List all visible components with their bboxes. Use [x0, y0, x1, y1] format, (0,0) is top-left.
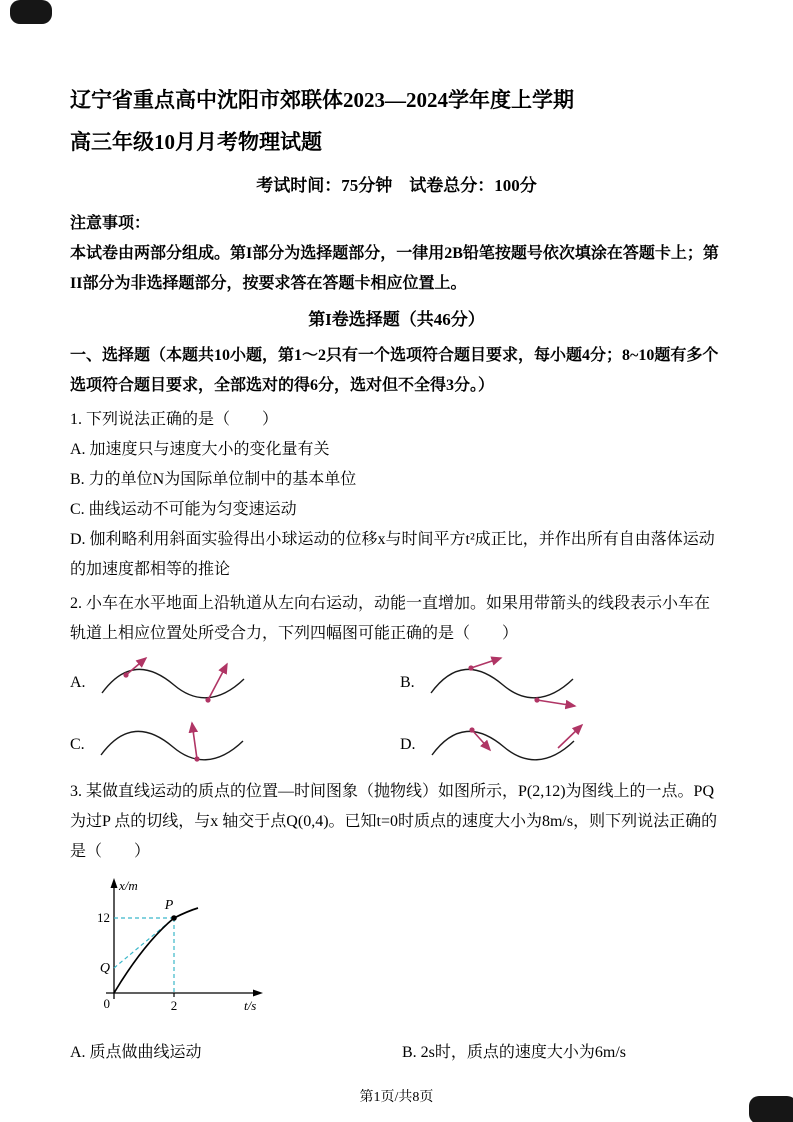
y-tick-12-label: 12: [97, 909, 110, 925]
q3-position-time-graph: [84, 873, 284, 1023]
q2-figure-b-label: B.: [400, 673, 415, 691]
track-curve: [432, 731, 574, 759]
q3-graph: [84, 873, 723, 1028]
q2-figure-c-label: C.: [70, 735, 85, 753]
section-intro: 一、选择题（本题共10小题，第1～2只有一个选项符合题目要求，每小题4分；8~10题有多个选项符合题目要求，全部选对的得6分，选对但不全得3分。）: [70, 346, 719, 394]
exam-info: 考试时间：75分钟 试卷总分：100分: [256, 175, 537, 195]
q1-option-d: D. 伽利略利用斜面实验得出小球运动的位移x与时间平方t²成正比，并作出所有自由落体运动的加速度都相等的推论: [70, 530, 715, 578]
q2-figure-a-label: A.: [70, 673, 86, 691]
q1-option-c: C. 曲线运动不可能为匀变速运动: [70, 500, 297, 518]
y-axis-arrowhead: [111, 878, 118, 888]
exam-title-line1: 辽宁省重点高中沈阳市郊联体2023—2024学年度上学期: [70, 88, 574, 112]
q2-figure-d: [400, 717, 723, 773]
track-curve: [101, 731, 243, 759]
exam-title-line2: 高三年级10月月考物理试题: [70, 130, 322, 155]
corner-mark-top-left: [10, 0, 52, 24]
q2-figure-a-drawing: [96, 655, 266, 711]
notice-body: 本试卷由两部分组成。第I部分为选择题部分，一律用2B铅笔按题号依次填涂在答题卡上；第II部分为非选择题部分，按要求答在答题卡相应位置上。: [70, 244, 719, 292]
q2-figure-d-label: D.: [400, 735, 416, 753]
force-arrow: [471, 658, 501, 668]
force-arrow: [537, 700, 575, 706]
page-footer: 第1页/共8页: [359, 1090, 434, 1105]
force-arrow: [192, 723, 197, 759]
q2-stem: 2. 小车在水平地面上沿轨道从左向右运动，动能一直增加。如果用带箭头的线段表示小车在轨道上相应位置处所受合力，下列四幅图可能正确的是（ ）: [70, 594, 711, 642]
section-title: 第I卷选择题（共46分）: [308, 309, 485, 329]
x-axis-arrowhead: [253, 989, 263, 996]
force-arrow: [208, 664, 227, 700]
x-tick-2-label: 2: [170, 997, 178, 1013]
force-arrow: [126, 658, 146, 675]
q2-figure-b: [400, 655, 723, 711]
point-p-dot: [171, 915, 177, 921]
q2-figure-b-drawing: [425, 655, 595, 711]
y-axis-label: x/m: [119, 877, 138, 893]
q3-options: [70, 1038, 723, 1068]
q2-figure-c-drawing: [95, 717, 265, 773]
q2-figure-c: [70, 717, 400, 773]
q2-figure-grid: [70, 655, 723, 773]
q2-figure-a: [70, 655, 400, 711]
point-q-label: Q: [99, 960, 110, 976]
x-axis-label: t/s: [244, 997, 257, 1013]
position-time-curve: [114, 908, 198, 993]
q1-option-b: B. 力的单位N为国际单位制中的基本单位: [70, 470, 357, 488]
q3-option-b: B. 2s时，质点的速度大小为6m/s: [402, 1043, 627, 1061]
origin-label: 0: [103, 995, 110, 1011]
point-p-label: P: [164, 897, 174, 913]
q2-figure-d-drawing: [426, 717, 596, 773]
q1-option-a: A. 加速度只与速度大小的变化量有关: [70, 440, 330, 458]
notice-label: 注意事项：: [70, 214, 151, 232]
track-curve: [431, 669, 573, 697]
q1-stem: 1. 下列说法正确的是（ ）: [70, 410, 279, 428]
q3-stem: 3. 某做直线运动的质点的位置—时间图象（抛物线）如图所示，P(2,12)为图线上的一点。PQ 为过P 点的切线，与x 轴交于点Q(0,4)。已知t=0时质点的速度大小为8m/s，则下列说法正确的是（ ）: [70, 782, 718, 860]
q3-option-a: A. 质点做曲线运动: [70, 1043, 202, 1061]
